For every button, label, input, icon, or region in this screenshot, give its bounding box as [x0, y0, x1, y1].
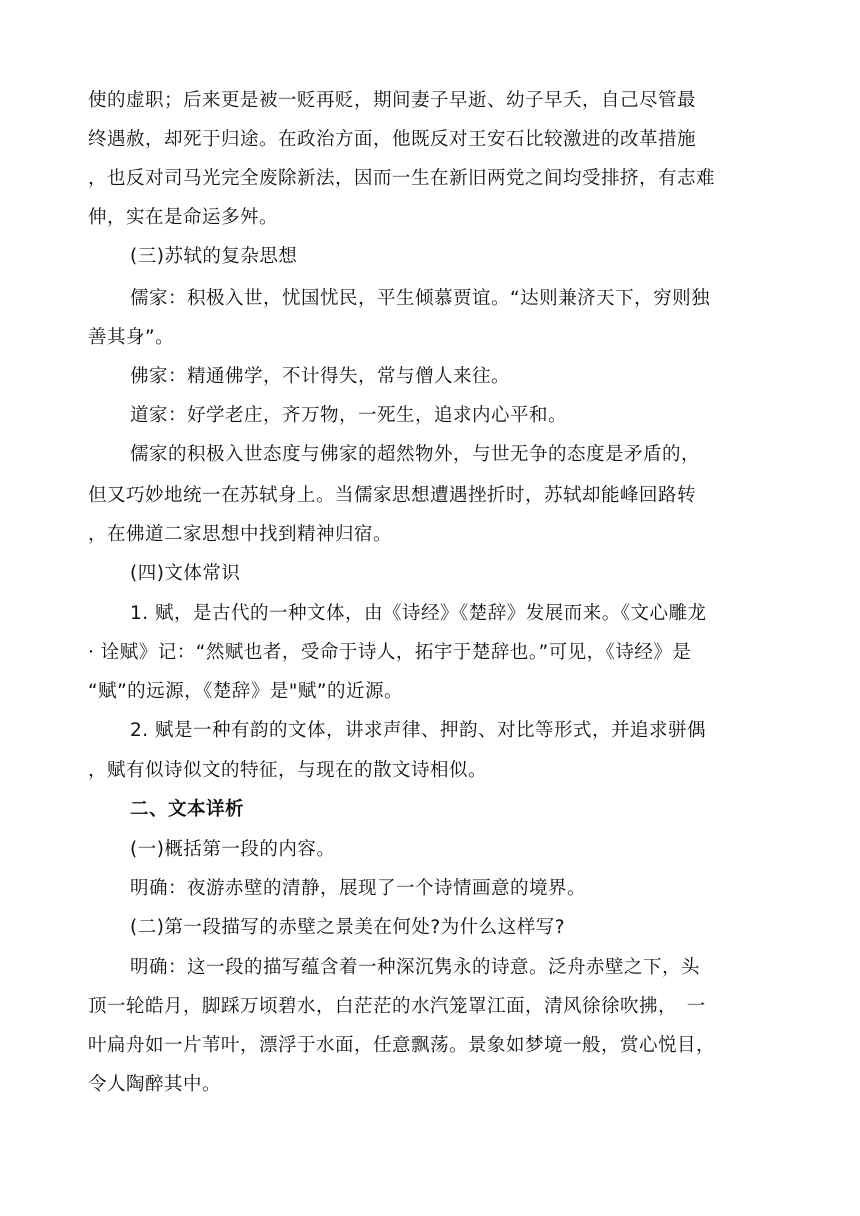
text-line: 道家：好学老庄，齐万物，一死生，追求内心平和。	[130, 405, 568, 426]
text-line: · 诠赋》记：“然赋也者，受命于诗人，拓宇于楚辞也。”可见，《诗经》是	[88, 642, 692, 663]
section-heading: (三)苏轼的复杂思想	[130, 246, 298, 267]
text-line: 叶扁舟如一片苇叶，漂浮于水面，任意飘荡。景象如梦境一般，赏心悦目，	[88, 1035, 716, 1056]
text-line: ，也反对司马光完全废除新法，因而一生在新旧两党之间均受排挤，有志难	[88, 168, 716, 189]
text-line: ，赋有似诗似文的特征，与现在的散文诗相似。	[88, 760, 488, 781]
text-line: ，在佛道二家思想中找到精神归宿。	[88, 524, 393, 545]
text-line: 终遇赦，却死于归途。在政治方面，他既反对王安石比较激进的改革措施	[88, 129, 697, 150]
section-heading: (一)概括第一段的内容。	[130, 839, 336, 860]
text-line: 顶一轮皓月，脚踩万顷碧水，白茫茫的水汽笼罩江面，清风徐徐吹拂， 一	[88, 996, 706, 1017]
text-line: 伸，实在是命运多舛。	[88, 207, 279, 228]
text-line: 儒家的积极入世态度与佛家的超然物外，与世无争的态度是矛盾的，	[130, 444, 701, 465]
text-line: 2. 赋是一种有韵的文体，讲求声律、押韵、对比等形式，并追求骈偶	[130, 720, 707, 741]
section-title: 二、文本详析	[130, 799, 245, 820]
section-heading: (四)文体常识	[130, 563, 241, 584]
text-line: 佛家：精通佛学，不计得失，常与僧人来往。	[130, 366, 511, 387]
text-line: 1. 赋，是古代的一种文体，由《诗经》《楚辞》发展而来。《文心雕龙	[130, 603, 707, 624]
text-line: 明确：夜游赤壁的清静，展现了一个诗情画意的境界。	[130, 878, 587, 899]
section-heading: (二)第一段描写的赤壁之景美在何处?为什么这样写?	[130, 917, 566, 938]
text-line: 儒家：积极入世，忧国忧民，平生倾慕贾谊。“达则兼济天下，穷则独	[130, 288, 711, 309]
text-line: 令人陶醉其中。	[88, 1074, 222, 1095]
text-line: 善其身”。	[88, 327, 175, 348]
text-line: 明确：这一段的描写蕴含着一种深沉隽永的诗意。泛舟赤壁之下，头	[130, 957, 701, 978]
text-line: 但又巧妙地统一在苏轼身上。当儒家思想遭遇挫折时，苏轼却能峰回路转	[88, 485, 697, 506]
text-line: 使的虚职；后来更是被一贬再贬，期间妻子早逝、幼子早夭，自己尽管最	[88, 90, 697, 111]
text-line: “赋”的远源，《楚辞》是"赋”的近源。	[88, 681, 404, 702]
